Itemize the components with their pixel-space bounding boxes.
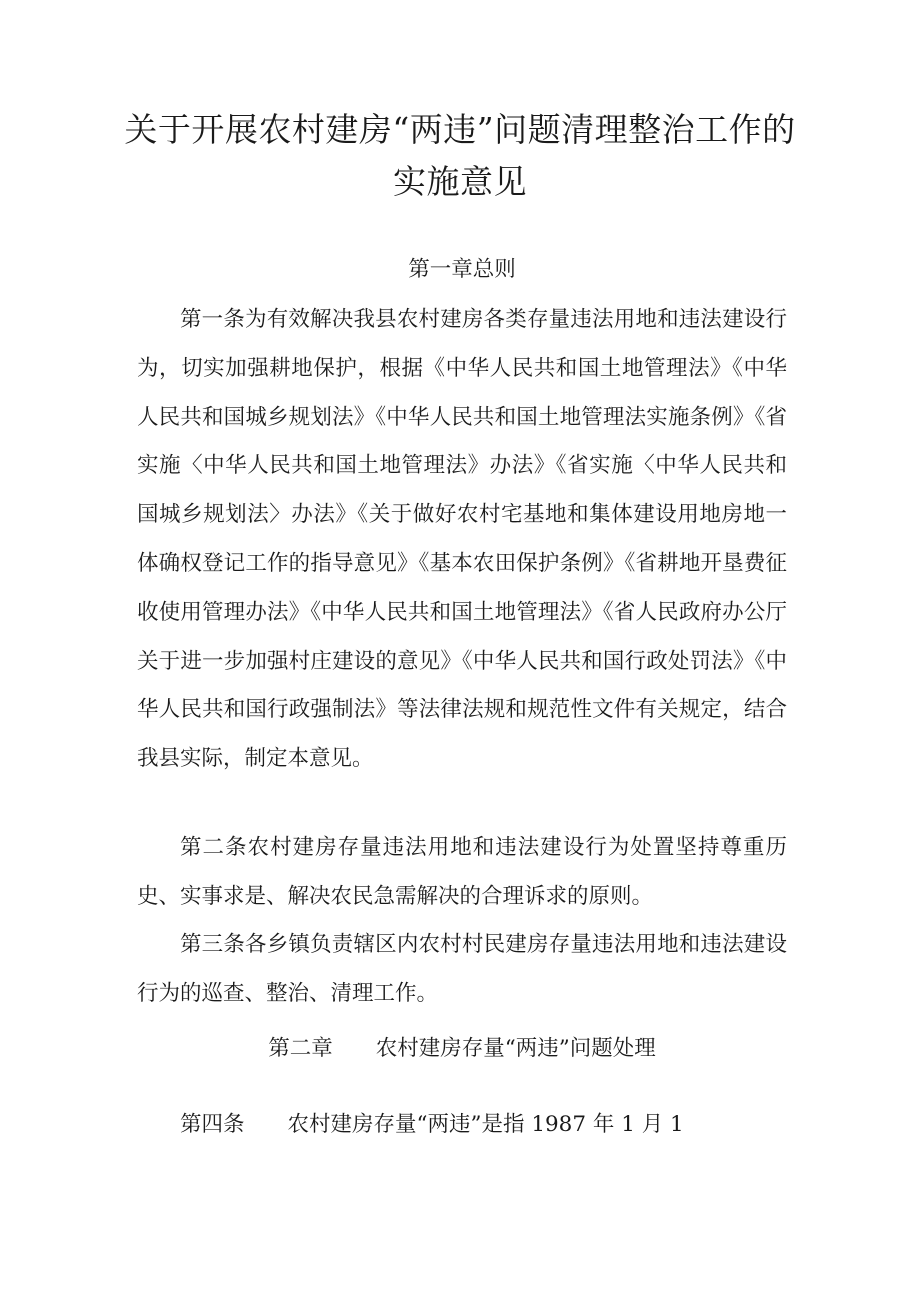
article-4: 第四条 农村建房存量“两违”是指 1987 年 1 月 1 — [180, 1112, 684, 1137]
article-1: 第一条为有效解决我县农村建房各类存量违法用地和违法建设行为，切实加强耕地保护，根据《中华人民共和国土地管理法》《中华人民共和国城乡规划法》《中华人民共和国土地管理法实施条例》《省实施〈中华人民共和国土地管理法》办法》《省实施〈中华人民共和国城乡规划法〉办法》《关于做好农村宅基地和集体建设用地房地一体确权登记工作的指导意见》《基本农田保护条例》《省耕地开垦费征收使用管理办法》《中华人民共和国土地管理法》《省人民政府办公厅关于进一步加强村庄建设的意见》《中华人民共和国行政处罚法》《中华人民共和国行政强制法》等法律法规和规范性文件有关规定，结合我县实际，制定本意见。 — [137, 307, 787, 772]
document-title: 关于开展农村建房“两违”问题清理整治工作的实施意见 — [124, 110, 796, 201]
article-2: 第二条农村建房存量违法用地和违法建设行为处置坚持尊重历史、实事求是、解决农民急需解决的合理诉求的原则。 — [137, 835, 787, 909]
chapter-2-heading: 第二章 农村建房存量“两违”问题处理 — [268, 1036, 656, 1061]
chapter-1-heading: 第一章总则 — [408, 257, 516, 282]
article-3: 第三条各乡镇负责辖区内农村村民建房存量违法用地和违法建设行为的巡查、整治、清理工作。 — [137, 932, 787, 1006]
